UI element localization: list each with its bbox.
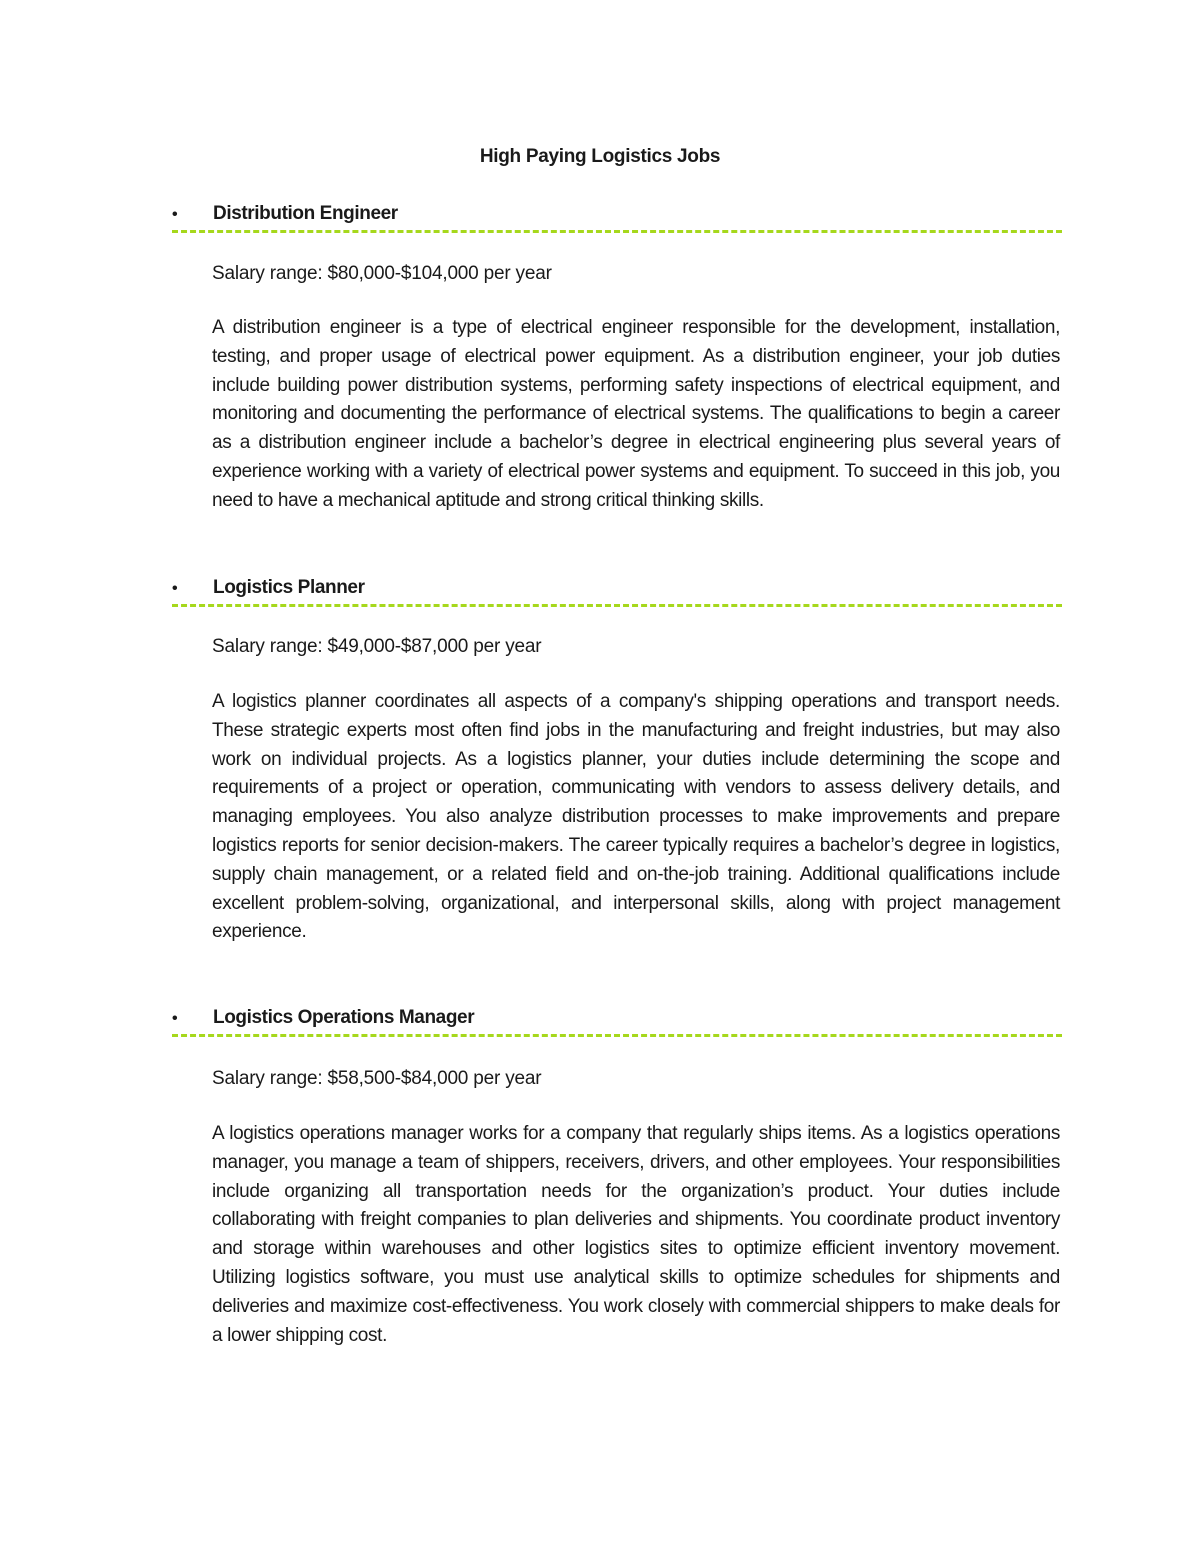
job-description: A logistics planner coordinates all aspects of a company's shipping operations and transport needs. These strategic experts most often find jobs in the manufacturing and freight industries, but may also work on individual projects. As a logistics planner, your duties include determining the scope and requirements of a project or operation, communicating with vendors to assess delivery details, and managing employees. You also analyze distribution processes to make improvements and prepare logistics reports for senior decision-makers. The career typically requires a bachelor’s degree in logistics, supply chain management, or a related field and on-the-job training. Additional qualifications include excellent problem-solving, organizational, and interpersonal skills, along with project management experience. [212, 691, 1060, 943]
job-title: Logistics Planner [213, 577, 365, 598]
job-heading [172, 200, 1062, 233]
job-title: Distribution Engineer [213, 203, 398, 224]
job-title: Logistics Operations Manager [213, 1007, 475, 1028]
job-description: A logistics operations manager works for a company that regularly ships items. As a logistics operations manager, you manage a team of shippers, receivers, drivers, and other employees. Your responsibilities include organizing all transportation needs for the organization’s product. Your duties include collaborating with freight companies to plan deliveries and shipments. You coordinate product inventory and storage within warehouses and other logistics sites to optimize efficient inventory movement. Utilizing logistics software, you must use analytical skills to optimize schedules for shipments and deliveries and maximize cost-effectiveness. You work closely with commercial shippers to make deals for a lower shipping cost. [212, 1123, 1060, 1346]
salary-range: Salary range: $58,500-$84,000 per year [212, 1068, 542, 1089]
job-description: A distribution engineer is a type of electrical engineer responsible for the development, installation, testing, and proper usage of electrical power equipment. As a distribution engineer, your job duties include building power distribution systems, performing safety inspections of electrical equipment, and monitoring and documenting the performance of electrical systems. The qualifications to begin a career as a distribution engineer include a bachelor’s degree in electrical engineering plus several years of experience working with a variety of electrical power systems and equipment. To succeed in this job, you need to have a mechanical aptitude and strong critical thinking skills. [212, 317, 1060, 511]
job-heading [172, 1004, 1062, 1037]
salary-range: Salary range: $49,000-$87,000 per year [212, 636, 542, 657]
salary-range: Salary range: $80,000-$104,000 per year [212, 263, 552, 284]
job-heading [172, 574, 1062, 607]
bullet-icon: • [172, 580, 178, 597]
document-title: High Paying Logistics Jobs [479, 146, 721, 167]
bullet-icon: • [172, 1010, 178, 1027]
bullet-icon: • [172, 206, 178, 223]
